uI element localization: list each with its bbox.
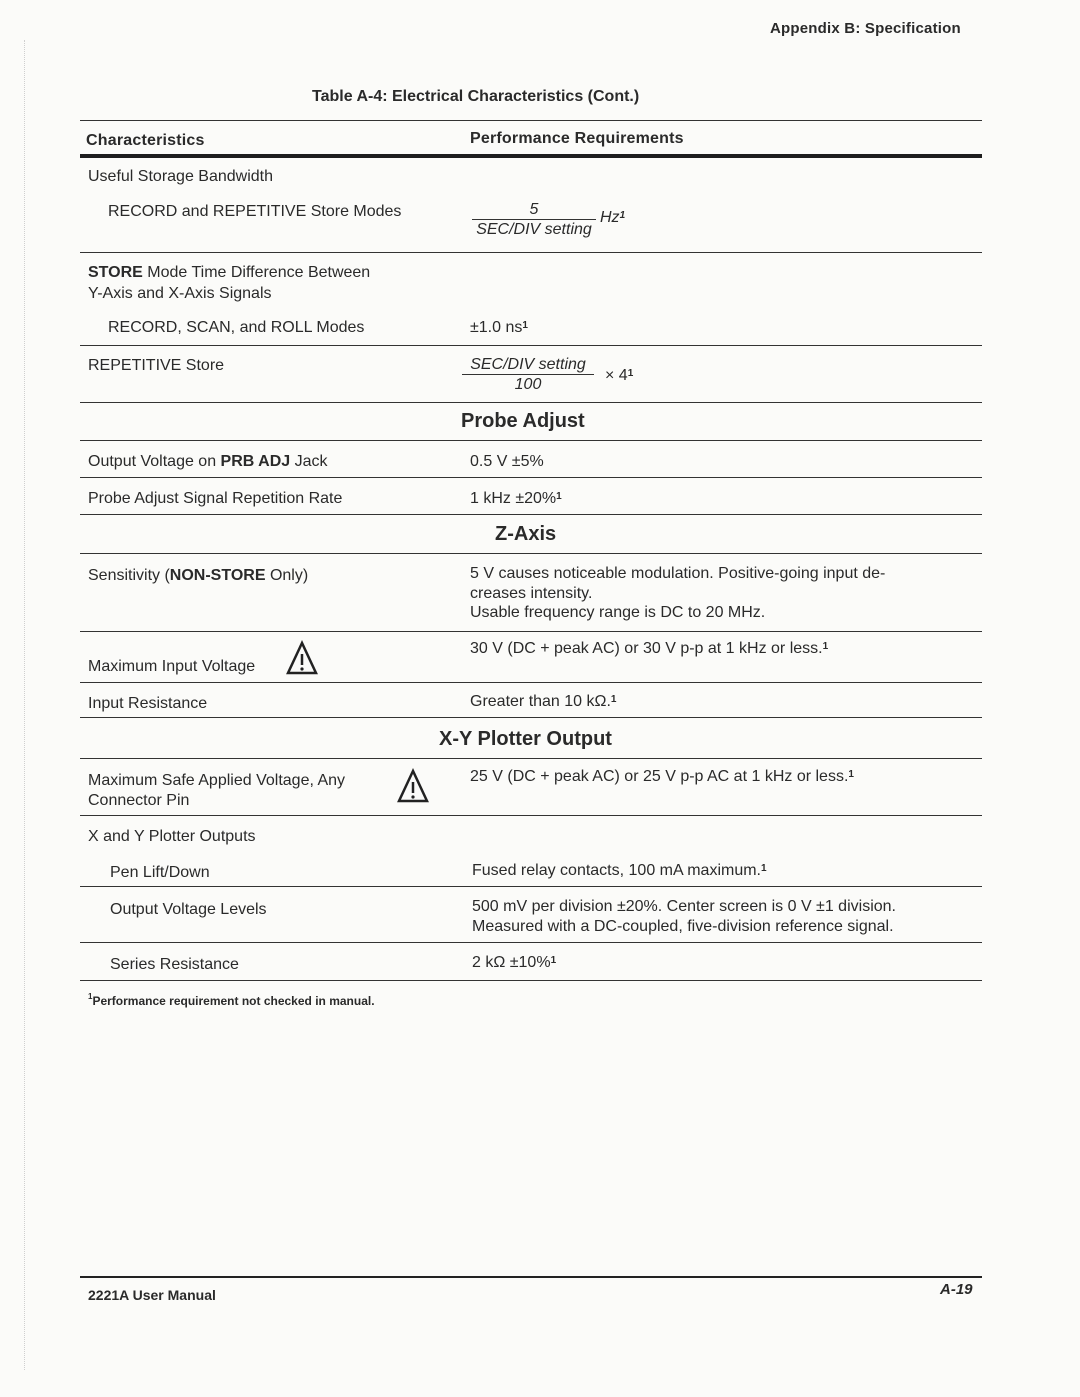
row-value: 1 kHz ±20%$^1$	[470, 490, 562, 507]
row-rule	[80, 514, 982, 515]
row-label: RECORD and REPETITIVE Store Modes	[108, 203, 402, 220]
row-label: STORE Mode Time Difference Between	[88, 264, 371, 281]
fraction-numerator: 5	[472, 200, 596, 220]
row-value: 500 mV per division ±20%. Center screen is 0 V ±1 division.	[472, 898, 896, 915]
row-label: Series Resistance	[110, 956, 239, 973]
row-rule	[80, 631, 982, 632]
header-rule	[80, 154, 982, 158]
row-label: REPETITIVE Store	[88, 357, 225, 374]
row-rule	[80, 717, 982, 718]
row-rule	[80, 682, 982, 683]
footnote: $^1$Performance requirement not checked in manual.	[88, 992, 375, 1008]
row-value: 30 V (DC + peak AC) or 30 V p-p at 1 kHz or less.$^1$	[470, 640, 829, 657]
fraction-denominator: 100	[514, 376, 542, 393]
footer-rule	[80, 1276, 982, 1278]
row-rule	[80, 345, 982, 346]
row-rule	[80, 886, 982, 887]
row-rule	[80, 252, 982, 253]
row-label: Y-Axis and X-Axis Signals	[88, 285, 272, 302]
warning-triangle-icon	[285, 640, 319, 676]
row-label: Output Voltage Levels	[110, 901, 267, 918]
column-header-performance: Performance Requirements	[470, 130, 684, 147]
section-title-xy-plotter: X-Y Plotter Output	[439, 728, 612, 750]
row-rule	[80, 942, 982, 943]
running-header: Appendix B: Specification	[770, 20, 961, 37]
row-label: Pen Lift/Down	[110, 864, 210, 881]
table-top-rule	[80, 120, 982, 121]
page-number: A-19	[940, 1281, 973, 1298]
row-label: Input Resistance	[88, 695, 208, 712]
row-rule	[80, 477, 982, 478]
fraction-numerator: SEC/DIV setting	[462, 355, 594, 375]
bandwidth-unit: Hz$^1$	[600, 209, 626, 226]
row-label: Useful Storage Bandwidth	[88, 168, 273, 185]
row-value: ±1.0 $ns^1$	[470, 319, 528, 336]
repetitive-fraction	[462, 355, 594, 394]
row-label: Output Voltage on PRB ADJ Jack	[88, 453, 328, 470]
warning-triangle-icon	[396, 768, 430, 804]
row-value: 25 V (DC + peak AC) or 25 V p-p AC at 1 kHz or less.$^1$	[470, 768, 854, 785]
repetitive-multiplier: × $4^1$	[605, 367, 634, 384]
row-label: X and Y Plotter Outputs	[88, 828, 256, 845]
section-title-z-axis: Z-Axis	[495, 523, 557, 545]
bandwidth-fraction	[472, 200, 596, 239]
row-rule	[80, 402, 982, 403]
row-value: 0.5 V ±5%	[470, 453, 544, 470]
row-value: creases intensity.	[470, 585, 593, 602]
row-label: Maximum Input Voltage	[88, 658, 256, 675]
row-rule	[80, 815, 982, 816]
row-value: Fused relay contacts, 100 mA maximum.$^1$	[472, 862, 767, 879]
row-value: Measured with a DC-coupled, five-division reference signal.	[472, 918, 894, 935]
row-value: 2 kΩ ±10%$^1$	[472, 954, 557, 971]
row-label: Sensitivity (NON-STORE Only)	[88, 567, 309, 584]
row-label: RECORD, SCAN, and ROLL Modes	[108, 319, 365, 336]
row-rule	[80, 758, 982, 759]
column-header-characteristics: Characteristics	[86, 132, 205, 149]
row-label: Maximum Safe Applied Voltage, Any	[88, 772, 346, 789]
table-bottom-rule	[80, 980, 982, 981]
row-rule	[80, 440, 982, 441]
section-title-probe-adjust: Probe Adjust	[461, 410, 585, 432]
row-value: Usable frequency range is DC to 20 MHz.	[470, 604, 766, 621]
fraction-denominator: SEC/DIV setting	[476, 221, 592, 238]
row-rule	[80, 553, 982, 554]
row-value: 5 V causes noticeable modulation. Positive-going input de-	[470, 565, 886, 582]
row-label: Connector Pin	[88, 792, 190, 809]
scan-margin-line	[24, 40, 25, 1370]
footer-manual-title: 2221A User Manual	[88, 1287, 216, 1303]
table-caption: Table A-4: Electrical Characteristics (Cont.)	[312, 88, 640, 105]
row-label: Probe Adjust Signal Repetition Rate	[88, 490, 343, 507]
row-value: Greater than 10 kΩ.$^1$	[470, 693, 617, 710]
